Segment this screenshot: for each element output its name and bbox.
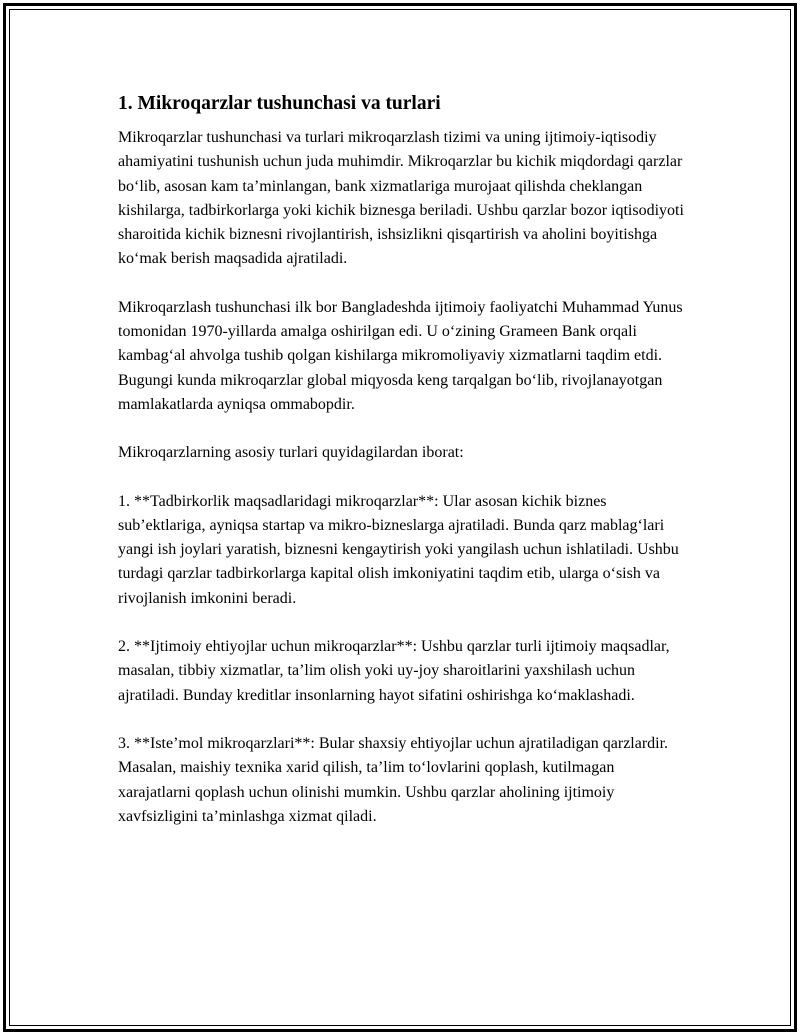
- paragraph-intro: Mikroqarzlar tushunchasi va turlari mikroqarzlash tizimi va uning ijtimoiy-iqtisodiy ahamiyatini tushunish uchun juda muhimdir. Mikroqarzlar bu kichik miqdordagi qarzlar boʻlib, asosan kam taʼminlangan, bank xizmatlariga murojaat qilishda cheklangan kishilarga, tadbirkorlarga yoki kichik biznesga beriladi. Ushbu qarzlar bozor iqtisodiyoti sharoitida kichik biznesni rivojlantirish, ishsizlikni qisqartirish va aholini boyitishga koʻmak berish maqsadida ajratiladi.: [118, 129, 684, 268]
- document-page: [118, 92, 690, 853]
- paragraph-history: Mikroqarzlash tushunchasi ilk bor Bangladeshda ijtimoiy faoliyatchi Muhammad Yunus tomonidan 1970-yillarda amalga oshirilgan edi. U oʻzining Grameen Bank orqali kambagʻal ahvolga tushib qolgan kishilarga mikromoliyaviy xizmatlarni taqdim etdi. Bugungi kunda mikroqarzlar global miqyosda keng tarqalgan boʻlib, rivojlanayotgan mamlakatlarda ayniqsa ommabopdir.: [118, 298, 683, 413]
- paragraph-types-intro: Mikroqarzlarning asosiy turlari quyidagilardan iborat:: [118, 444, 464, 462]
- section-heading: 1. Mikroqarzlar tushunchasi va turlari: [118, 93, 441, 114]
- list-item-social-loans: 2. **Ijtimoiy ehtiyojlar uchun mikroqarzlar**: Ushbu qarzlar turli ijtimoiy maqsadlar, masalan, tibbiy xizmatlar, taʼlim olish yoki uy-joy sharoitlarini yaxshilash uchun ajratiladi. Bunday kreditlar insonlarning hayot sifatini oshirishga koʻmaklashadi.: [118, 638, 670, 704]
- list-item-business-loans: 1. **Tadbirkorlik maqsadlaridagi mikroqarzlar**: Ular asosan kichik biznes subʼektlariga, ayniqsa startap va mikro-bizneslarga ajratiladi. Bunda qarz mablagʻlari yangi ish joylari yaratish, biznesni kengaytirish yoki yangilash uchun ishlatiladi. Ushbu turdagi qarzlar tadbirkorlarga kapital olish imkoniyatini taqdim etib, ularga oʻsish va rivojlanish imkonini beradi.: [118, 492, 679, 607]
- list-item-consumer-loans: 3. **Isteʼmol mikroqarzlari**: Bular shaxsiy ehtiyojlar uchun ajratiladigan qarzlardir. Masalan, maishiy texnika xarid qilish, taʼlim toʻlovlarini qoplash, kutilmagan xarajatlarni qoplash uchun olinishi mumkin. Ushbu qarzlar aholining ijtimoiy xavfsizligini taʼminlashga xizmat qiladi.: [118, 734, 669, 825]
